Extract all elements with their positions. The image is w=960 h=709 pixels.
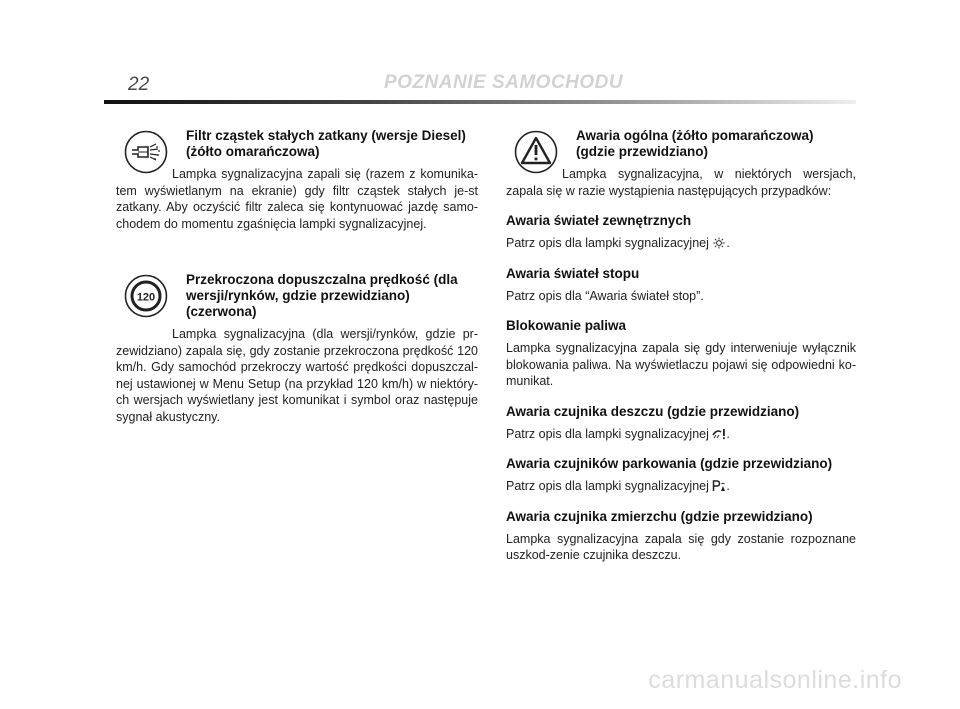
subsection-body: Patrz opis dla lampki sygnalizacyjnej . xyxy=(506,426,730,441)
header-rule xyxy=(104,100,856,104)
particulate-filter-icon xyxy=(124,130,168,174)
speed-title: Przekroczona dopuszczalna prędkość (dla wersji/rynków, gdzie przewidziano) (czerwona) xyxy=(186,272,458,319)
parking-sensor-icon xyxy=(712,480,726,492)
subsection-fuel-cutoff xyxy=(506,318,856,390)
subsection-title: Awaria świateł zewnętrznych xyxy=(506,213,692,228)
page-number: 22 xyxy=(128,74,150,95)
filter-title: Filtr cząstek stałych zatkany (wersje Diesel) (żółto omarańczowa) xyxy=(186,128,466,159)
speed-limit-icon xyxy=(124,274,168,318)
speed-block xyxy=(116,272,478,425)
subsection-title: Awaria świateł stopu xyxy=(506,265,640,281)
warning-triangle-icon xyxy=(514,130,558,174)
subsection-rain-sensor xyxy=(506,404,856,443)
subsection-list xyxy=(506,213,856,564)
speed-limit-icon-text: 120 xyxy=(136,291,156,304)
general-block xyxy=(506,128,856,199)
subsection-parking-sensors xyxy=(506,456,856,495)
subsection-body: Lampka sygnalizacyjna zapala się gdy interweniuje wyłącznik blokowania paliwa. Na wyświetlaczu pojawi się odpowiedni ko-munikat. xyxy=(506,341,856,388)
bulb-icon xyxy=(712,237,726,249)
filter-body: Lampka sygnalizacyjna zapali się (razem z komunika-tem wyświetlanym na ekranie) gdy filtr cząstek stałych je-st zatkany. Aby oczyścić filtr zaleca się kontynuować jazdę samo-chodem do momentu zgaśnięcia lampki sygnalizacyjnej. xyxy=(116,167,478,231)
left-column xyxy=(116,120,478,425)
subsection-body: Patrz opis dla lampki sygnalizacyjnej . xyxy=(506,479,730,493)
speed-body: Lampka sygnalizacyjna (dla wersji/rynków, gdzie pr-zewidziano) zapala się, gdy zostanie przekroczona prędkość 120 km/h. Gdy samochód przekroczy wartość prędkości dopuszczal-nej ustawionej w Menu Setup (na przykład 120 km/h) w niektóry-ch wersjach wyświetlany jest komunikat i symbol oraz następuje sygnał akustyczny. xyxy=(116,327,478,424)
watermark: carmanualsonline.info xyxy=(648,666,902,694)
subsection-twilight-sensor xyxy=(506,509,856,564)
subsection-exterior-lights xyxy=(506,213,856,252)
subsection-title: Awaria czujników parkowania (gdzie przewidziano) xyxy=(506,456,833,471)
rain-sensor-icon xyxy=(712,428,726,440)
subsection-brake-lights xyxy=(506,266,856,305)
general-body: Lampka sygnalizacyjna, w niektórych wersjach, zapala się w razie wystąpienia następujących przypadków: xyxy=(506,167,856,198)
subsection-body: Patrz opis dla lampki sygnalizacyjnej . xyxy=(506,236,730,250)
subsection-title: Awaria czujnika deszczu (gdzie przewidziano) xyxy=(506,403,800,419)
subsection-body: Lampka sygnalizacyjna zapala się gdy zostanie rozpoznane uszkod-zenie czujnika deszczu. xyxy=(506,531,856,562)
section-title: POZNANIE SAMOCHODU xyxy=(384,72,624,93)
filter-block xyxy=(116,128,478,232)
subsection-body: Patrz opis dla “Awaria świateł stop”. xyxy=(506,288,704,303)
general-title: Awaria ogólna (żółto pomarańczowa) (gdzie przewidziano) xyxy=(576,128,814,159)
subsection-title: Awaria czujnika zmierzchu (gdzie przewidziano) xyxy=(506,508,813,524)
subsection-title: Blokowanie paliwa xyxy=(506,318,627,333)
right-column xyxy=(506,120,856,564)
